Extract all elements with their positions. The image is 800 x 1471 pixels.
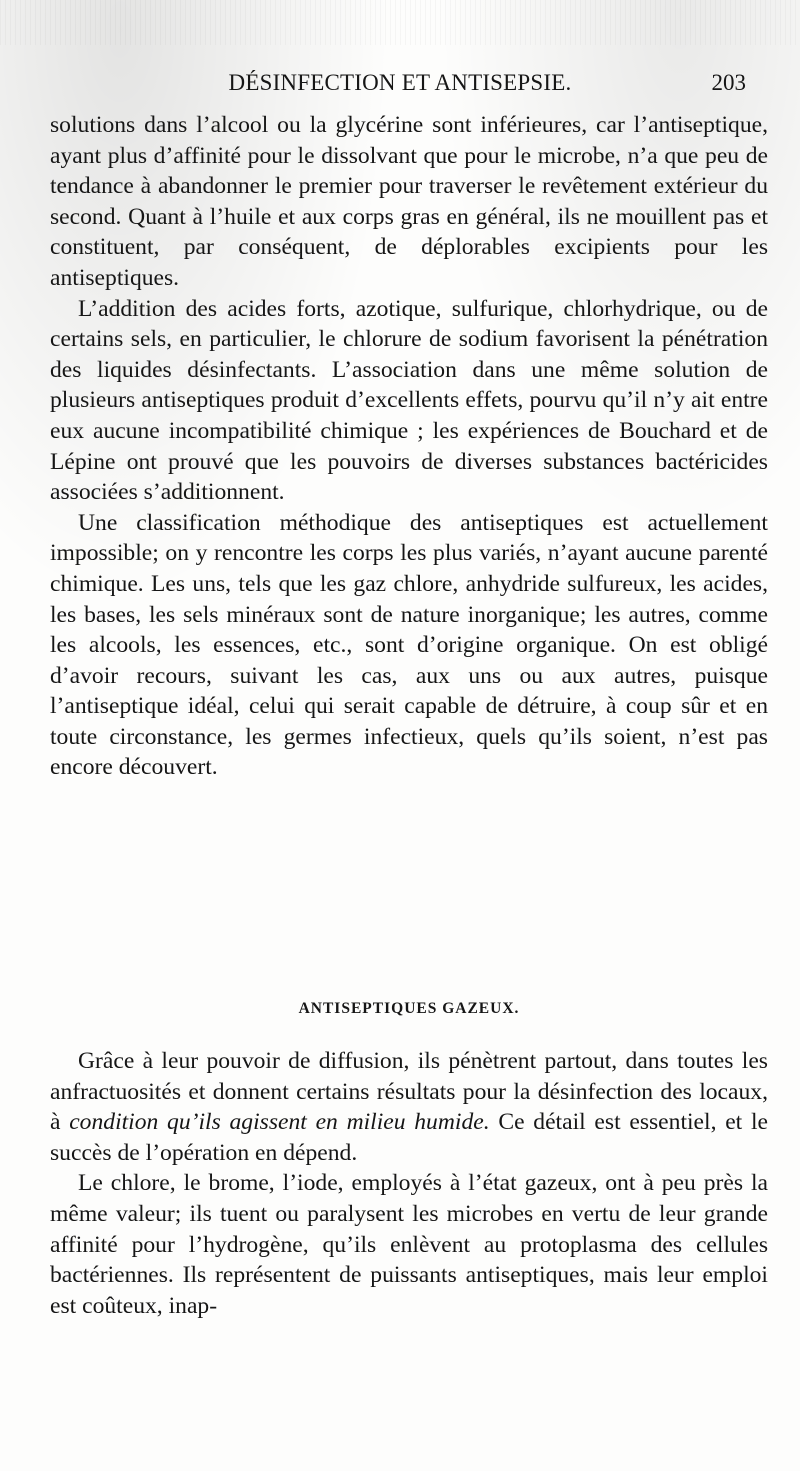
section-heading: ANTISEPTIQUES GAZEUX. <box>298 1000 520 1017</box>
paragraph-diffusion-end: Ce détail est essentiel, et le succès de l’opération en dépend. <box>50 1109 768 1166</box>
paragraph-continued: solutions dans l’alcool ou la glycérine sont inférieures, car l’antiseptique, ayant plus d’affinité pour le dissolvant que pour le microbe, n’a que peu de tendance à abandonner le premier pour traverser le revêtement extérieur du second. Quant à l’huile et aux corps gras en général, ils ne mouillent pas et constituent, par conséquent, de déplorables excipients pour les antiseptiques. <box>50 112 768 291</box>
paragraph-diffusion-start: Grâce à leur pouvoir de diffusion, ils pénètrent partout, dans toutes les anfractuosités et donnent certains résultats pour la désinfection des locaux, à <box>50 1048 768 1136</box>
section-body <box>50 1046 768 1321</box>
page-edge-noise <box>0 0 800 45</box>
paragraph-halogens: Le chlore, le brome, l’iode, employés à l’état gazeux, ont à peu près la même valeur; ils tuent ou paralysent les microbes en vertu de leur grande affinité pour l’hydrogène, qu’ils enlèvent au protoplasma des cellules bactériennes. Ils représentent de puissants antiseptiques, mais leur emploi est coûteux, inap- <box>50 1170 768 1319</box>
running-header <box>50 70 750 104</box>
emphasis-humid-condition: condition qu’ils agissent en milieu humide. <box>69 1109 490 1136</box>
page-number: 203 <box>711 70 746 95</box>
body-text <box>50 110 768 783</box>
paragraph-diffusion <box>50 1046 768 1168</box>
running-title: DÉSINFECTION ET ANTISEPSIE. <box>228 70 572 95</box>
paragraph-acids: L’addition des acides forts, azotique, sulfurique, chlorhydrique, ou de certains sels, en particulier, le chlorure de sodium favorisent la pénétration des liquides désinfectants. L’association dans une même solution de plusieurs antiseptiques produit d’excellents effets, pourvu qu’il n’y ait entre eux aucune incompatibilité chimique ; les expériences de Bouchard et de Lépine ont prouvé que les pouvoirs de diverses substances bactéricides associées s’additionnent. <box>50 295 768 506</box>
paragraph-classification: Une classification méthodique des antiseptiques est actuellement impossible; on y rencontre les corps les plus variés, n’ayant aucune parenté chimique. Les uns, tels que les gaz chlore, anhydride sulfureux, les acides, les bases, les sels minéraux sont de nature inorganique; les autres, comme les alcools, les essences, etc., sont d’origine organique. On est obligé d’avoir recours, suivant les cas, aux uns ou aux autres, puisque l’antiseptique idéal, celui qui serait capable de détruire, à coup sûr et en toute circonstance, les germes infectieux, quels qu’ils soient, n’est pas encore découvert. <box>50 509 768 781</box>
